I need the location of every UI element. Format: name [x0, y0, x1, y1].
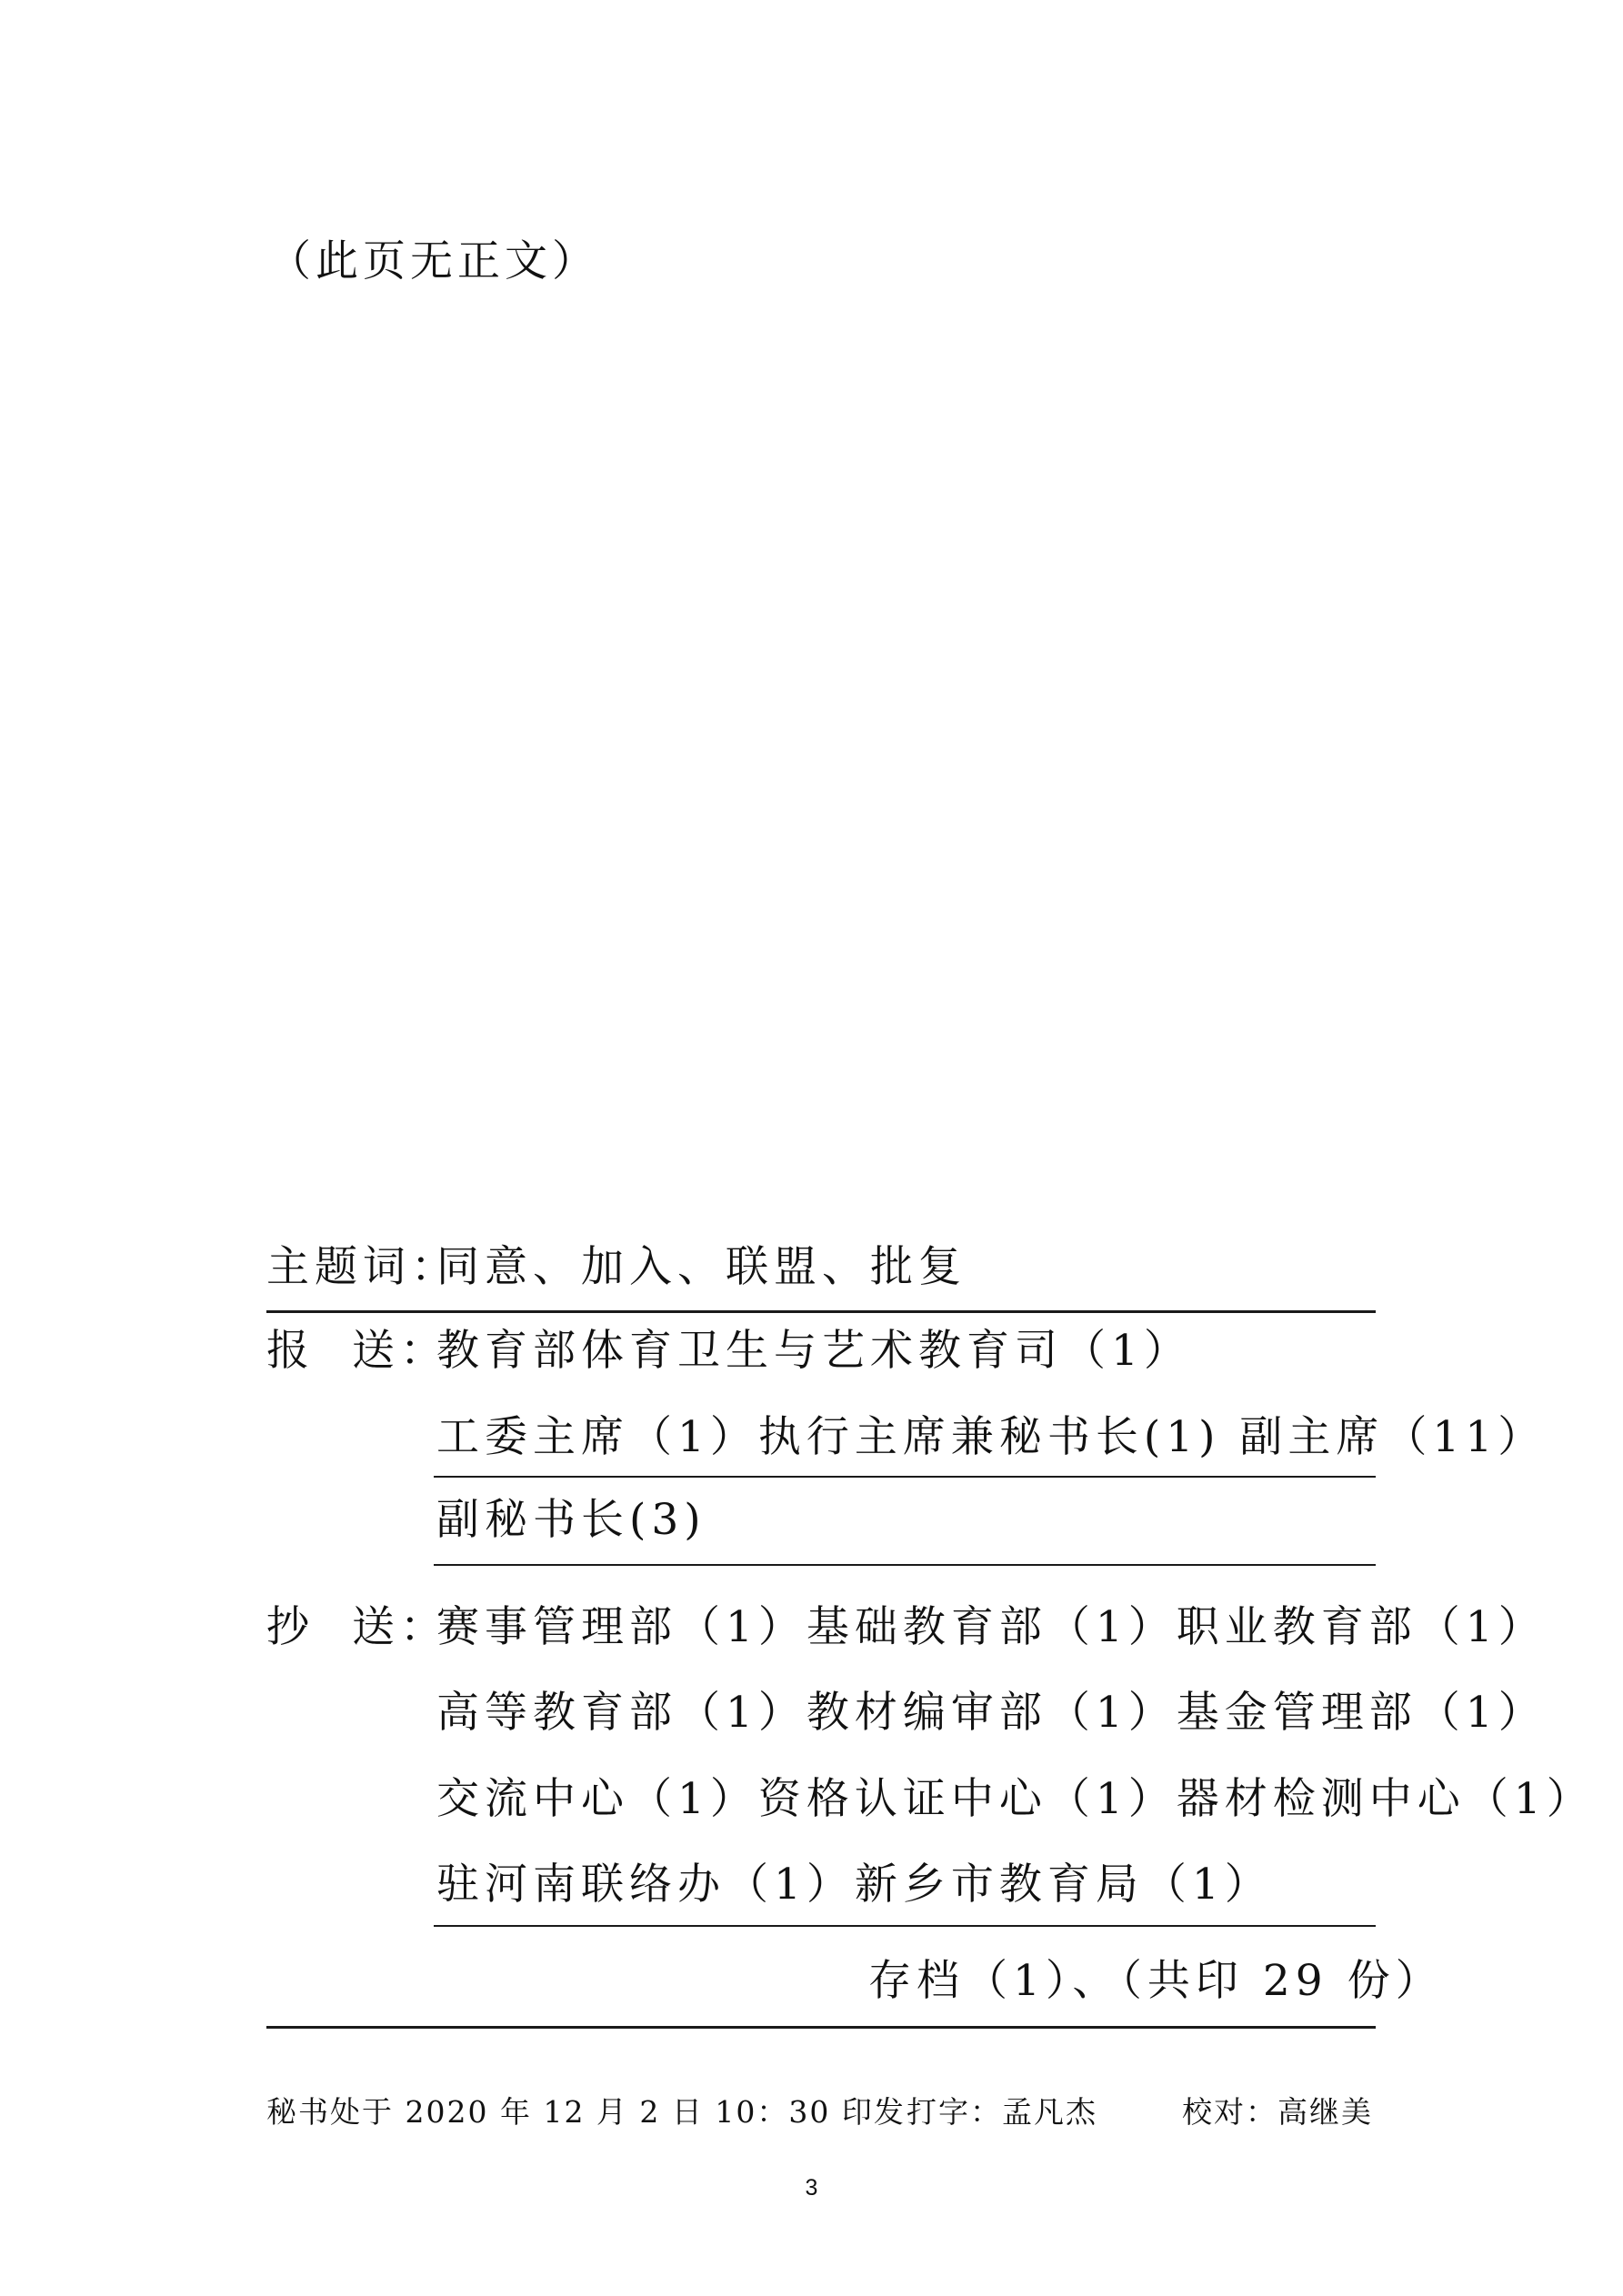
archive-count: 存档（1）、（共印 29 份） — [868, 1956, 1444, 2006]
copy-line-2: 高等教育部（1）教材编审部（1）基金管理部（1） — [436, 1688, 1547, 1738]
copy-divider — [434, 1925, 1376, 1927]
no-content-note: （此页无正文） — [268, 236, 599, 286]
subject-label: 主题词： — [266, 1242, 459, 1292]
copy-line-1: 赛事管理部（1）基础教育部（1）职业教育部（1） — [436, 1602, 1547, 1652]
report-label-char1: 报 — [266, 1326, 315, 1376]
copy-line-3: 交流中心（1）资格认证中心（1）器材检测中心（1） — [436, 1774, 1595, 1824]
report-inner-divider — [434, 1476, 1376, 1478]
typist-info: 打字：孟凡杰 — [907, 2094, 1097, 2130]
subject-keywords: 同意、加入、联盟、批复 — [436, 1242, 967, 1292]
report-divider — [434, 1564, 1376, 1566]
copy-line-4: 驻河南联络办（1）新乡市教育局（1） — [436, 1860, 1273, 1910]
report-line-3: 副秘书长(3) — [436, 1495, 706, 1545]
copy-label-char1: 抄 — [266, 1602, 315, 1652]
subject-divider — [266, 1310, 1376, 1313]
report-line-2: 工委主席（1）执行主席兼秘书长(1) 副主席（11） — [436, 1412, 1547, 1462]
copy-label-char2: 送： — [352, 1602, 448, 1652]
page-number: 3 — [805, 2175, 818, 2201]
report-label-char2: 送： — [352, 1326, 448, 1376]
footer-divider — [266, 2026, 1376, 2029]
report-line-1: 教育部体育卫生与艺术教育司（1） — [436, 1326, 1192, 1376]
issue-info: 秘书处于 2020 年 12 月 2 日 10：30 印发 — [266, 2094, 906, 2130]
proofreader-info: 校对：高继美 — [1182, 2094, 1373, 2130]
